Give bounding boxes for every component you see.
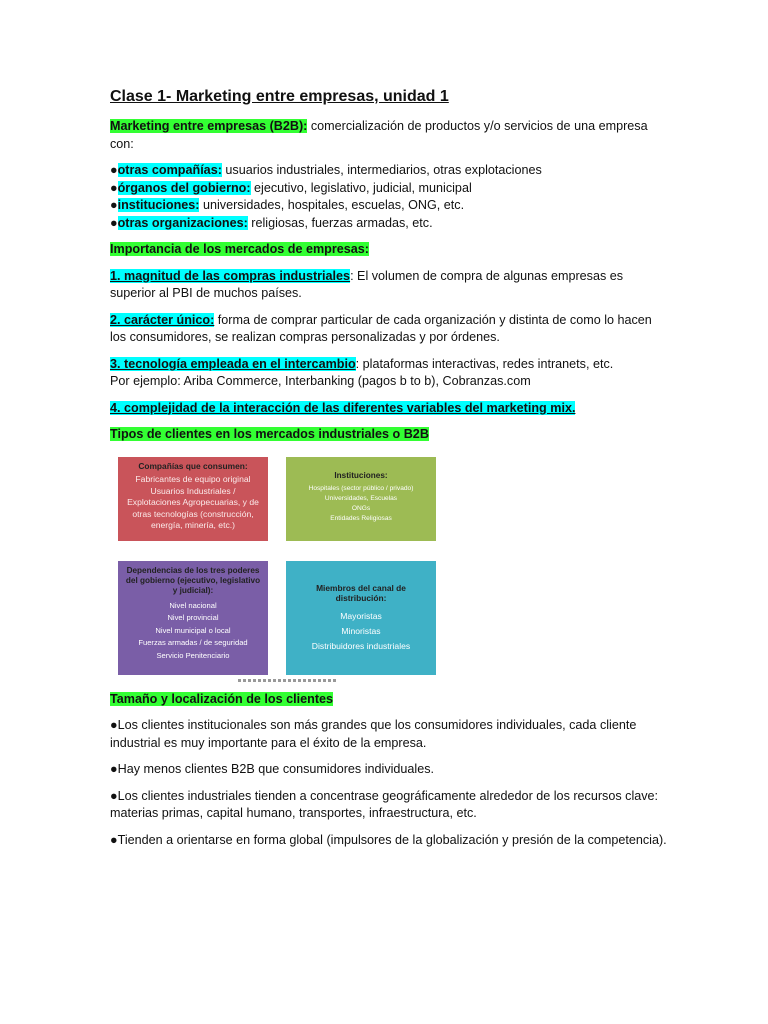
point-term: 4. complejidad de la interacción de las diferentes variables del marketing mix. xyxy=(110,400,576,415)
bullet-term: órganos del gobierno: xyxy=(117,180,251,195)
point-4 xyxy=(110,400,670,418)
point-term: 1. magnitud de las compras industriales xyxy=(110,268,351,283)
point-text: : El volumen de compra de algunas empresas es superior al PBI de muchos países. xyxy=(110,268,624,300)
point-term: 2. carácter único: xyxy=(110,312,215,327)
point-text: : plataformas interactivas, redes intranets, etc. xyxy=(355,356,614,371)
size-heading-line xyxy=(110,691,670,709)
box-item: Hospitales (sector público / privado) xyxy=(308,484,414,492)
box-item: Fabricantes de equipo original xyxy=(135,474,251,485)
box-item: Nivel municipal o local xyxy=(155,625,231,635)
clients-heading-line xyxy=(110,426,670,444)
box-title: Compañías que consumen: xyxy=(138,460,248,471)
government-box xyxy=(118,561,268,675)
box-item: Minoristas xyxy=(341,625,381,636)
clients-heading: Tipos de clientes en los mercados industriales o B2B xyxy=(110,427,429,441)
size-heading: Tamaño y localización de los clientes xyxy=(110,691,334,706)
bullet-item: ●instituciones: universidades, hospitales, escuelas, ONG, etc. xyxy=(110,198,465,212)
bullet-item: ●otras organizaciones: religiosas, fuerzas armadas, etc. xyxy=(110,215,433,230)
bullet-text: universidades, hospitales, escuelas, ONG, etc. xyxy=(199,198,465,212)
bullet-term: instituciones: xyxy=(117,198,200,212)
intro-paragraph xyxy=(110,118,670,153)
client-types-diagram xyxy=(118,453,448,685)
box-item: Distribuidores industriales xyxy=(311,640,411,651)
size-point: ●Hay menos clientes B2B que consumidores individuales. xyxy=(110,762,435,776)
point-example: Por ejemplo: Ariba Commerce, Interbanking (pagos b to b), Cobranzas.com xyxy=(110,374,531,388)
point-2 xyxy=(110,312,670,347)
box-title: Instituciones: xyxy=(334,470,388,480)
channel-box xyxy=(286,561,436,675)
bullet-item: ●otras compañías: usuarios industriales, intermediarios, otras explotaciones xyxy=(110,163,542,177)
intro-term: Marketing entre empresas (B2B): xyxy=(110,119,308,133)
intro-text: comercialización de productos y/o servicios de una empresa con: xyxy=(110,119,648,151)
bullet-text: usuarios industriales, intermediarios, otras explotaciones xyxy=(221,163,542,177)
institutions-box xyxy=(286,457,436,541)
point-1 xyxy=(110,268,670,303)
box-item: Usuarios Industriales / Explotaciones Agropecuarias, y de otras tecnologías (construcción, energía, minería, etc.) xyxy=(127,485,259,531)
importance-heading: Importancia de los mercados de empresas: xyxy=(110,242,369,256)
bullet-term: otras compañías: xyxy=(117,163,222,177)
box-title: Dependencias de los tres poderes del gobierno (ejecutivo, legislativo y judicial): xyxy=(125,565,261,595)
point-term: 3. tecnología empleada en el intercambio xyxy=(110,356,356,371)
size-point: ●Tienden a orientarse en forma global (impulsores de la globalización y presión de la competencia). xyxy=(110,832,667,847)
size-point: ●Los clientes industriales tienden a concentrase geográficamente alrededor de los recursos clave: materias primas, capital humano, transportes, infraestructura, etc. xyxy=(110,788,659,820)
box-item: Servicio Penitenciario xyxy=(156,650,230,660)
bullet-text: ejecutivo, legislativo, judicial, municipal xyxy=(250,180,472,195)
bullet-term: otras organizaciones: xyxy=(117,215,248,230)
bullet-item: ●órganos del gobierno: ejecutivo, legislativo, judicial, municipal xyxy=(110,180,472,195)
box-item: Nivel provincial xyxy=(167,613,219,622)
box-item: Mayoristas xyxy=(340,610,382,621)
box-item: Nivel nacional xyxy=(169,600,217,610)
point-3 xyxy=(110,356,670,391)
bullet-list xyxy=(110,162,670,232)
box-item: ONGs xyxy=(351,504,371,512)
box-item: Fuerzas armadas / de seguridad xyxy=(138,638,248,647)
diagram-caption-faint xyxy=(238,679,338,682)
companies-box xyxy=(118,457,268,541)
document-content xyxy=(110,86,670,858)
box-item: Universidades, Escuelas xyxy=(324,494,398,502)
box-title: Miembros del canal de distribución: xyxy=(316,582,406,603)
point-text: forma de comprar particular de cada organización y distinta de como lo hacen los consumidores, se realizan compras personalizadas y por órdenes. xyxy=(110,312,652,344)
page-title: Clase 1- Marketing entre empresas, unidad 1 xyxy=(110,88,449,105)
bullet-text: religiosas, fuerzas armadas, etc. xyxy=(247,215,433,230)
size-point: ●Los clientes institucionales son más grandes que los consumidores individuales, cada cliente industrial es muy importante para el éxito de la empresa. xyxy=(110,718,637,750)
box-item: Entidades Religiosas xyxy=(330,514,392,522)
importance-heading-line xyxy=(110,241,670,259)
